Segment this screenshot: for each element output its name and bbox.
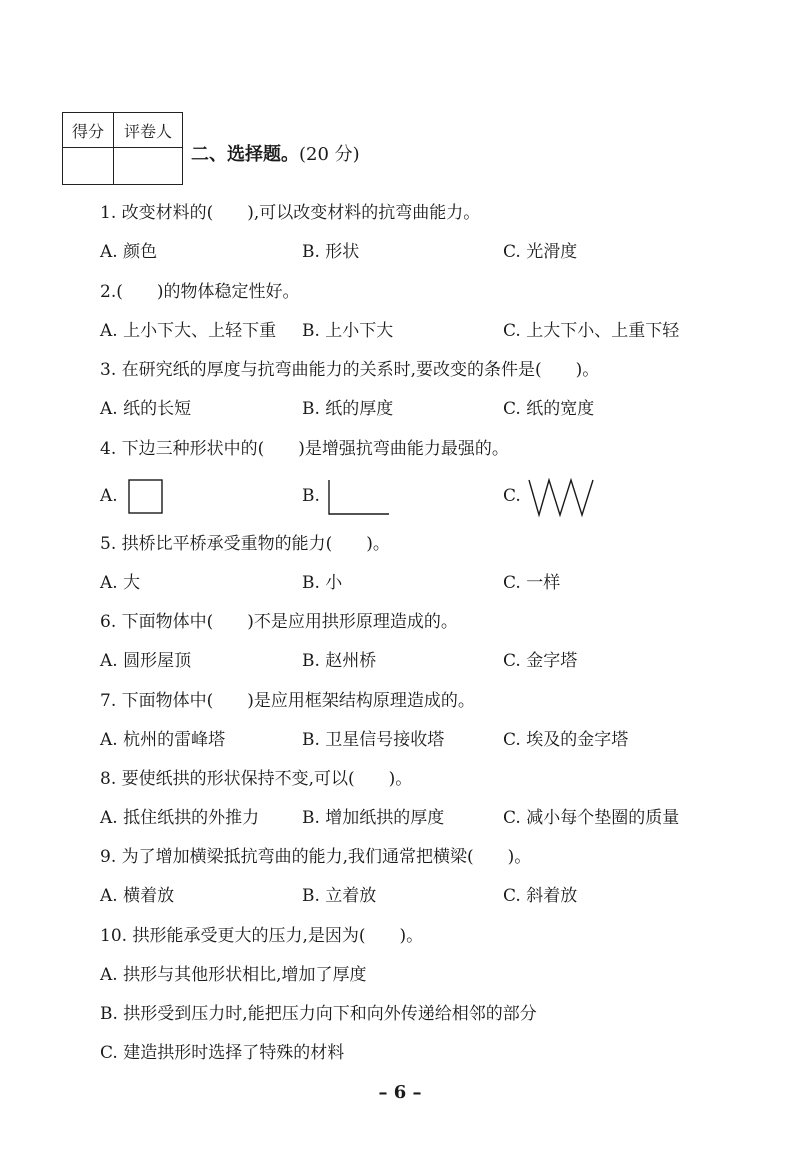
q9-option-b[interactable]: B. 立着放 xyxy=(302,886,377,906)
question-8: 8. 要使纸拱的形状保持不变,可以( )。 xyxy=(100,769,413,789)
q7-option-c[interactable]: C. 埃及的金字塔 xyxy=(503,730,629,750)
page-number: – 6 – xyxy=(378,1082,422,1103)
q2-option-b[interactable]: B. 上小下大 xyxy=(302,321,394,341)
score-cell[interactable] xyxy=(63,148,114,185)
q7-option-b[interactable]: B. 卫星信号接收塔 xyxy=(302,730,445,750)
q9-option-c[interactable]: C. 斜着放 xyxy=(503,886,578,906)
q1-option-b[interactable]: B. 形状 xyxy=(302,242,360,262)
question-2: 2.( )的物体稳定性好。 xyxy=(100,282,300,302)
q6-option-b[interactable]: B. 赵州桥 xyxy=(302,651,377,671)
q5-option-b[interactable]: B. 小 xyxy=(302,573,343,593)
q6-option-a[interactable]: A. 圆形屋顶 xyxy=(100,651,192,671)
question-3: 3. 在研究纸的厚度与抗弯曲能力的关系时,要改变的条件是( )。 xyxy=(100,360,600,380)
question-10: 10. 拱形能承受更大的压力,是因为( )。 xyxy=(100,926,424,946)
grader-header: 评卷人 xyxy=(114,113,183,148)
question-1: 1. 改变材料的( ),可以改变材料的抗弯曲能力。 xyxy=(100,203,481,223)
question-6: 6. 下面物体中( )不是应用拱形原理造成的。 xyxy=(100,612,458,632)
q3-option-a[interactable]: A. 纸的长短 xyxy=(100,399,192,419)
question-5: 5. 拱桥比平桥承受重物的能力( )。 xyxy=(100,534,390,554)
q5-option-c[interactable]: C. 一样 xyxy=(503,573,561,593)
q10-option-a[interactable]: A. 拱形与其他形状相比,增加了厚度 xyxy=(100,965,367,985)
q10-option-c[interactable]: C. 建造拱形时选择了特殊的材料 xyxy=(100,1043,345,1063)
q3-option-c[interactable]: C. 纸的宽度 xyxy=(503,399,595,419)
q4-option-c[interactable]: C. xyxy=(503,486,521,506)
question-4: 4. 下边三种形状中的( )是增强抗弯曲能力最强的。 xyxy=(100,439,509,459)
section-title-text: 二、选择题。 xyxy=(191,144,299,165)
q4-option-a[interactable]: A. xyxy=(100,486,118,506)
q8-option-c[interactable]: C. 减小每个垫圈的质量 xyxy=(503,808,680,828)
square-shape xyxy=(128,479,164,515)
section-points: (20 分) xyxy=(299,144,360,165)
q3-option-b[interactable]: B. 纸的厚度 xyxy=(302,399,394,419)
question-7: 7. 下面物体中( )是应用框架结构原理造成的。 xyxy=(100,691,475,711)
zigzag-shape xyxy=(527,478,597,518)
section-title xyxy=(191,140,360,166)
q2-option-a[interactable]: A. 上小下大、上轻下重 xyxy=(100,321,277,341)
score-header: 得分 xyxy=(63,113,114,148)
q6-option-c[interactable]: C. 金字塔 xyxy=(503,651,578,671)
q1-option-a[interactable]: A. 颜色 xyxy=(100,242,158,262)
q7-option-a[interactable]: A. 杭州的雷峰塔 xyxy=(100,730,226,750)
q2-option-c[interactable]: C. 上大下小、上重下轻 xyxy=(503,321,680,341)
q1-option-c[interactable]: C. 光滑度 xyxy=(503,242,578,262)
q10-option-b[interactable]: B. 拱形受到压力时,能把压力向下和向外传递给相邻的部分 xyxy=(100,1004,537,1024)
l-shape xyxy=(327,479,391,517)
score-table xyxy=(62,112,183,185)
q8-option-b[interactable]: B. 增加纸拱的厚度 xyxy=(302,808,445,828)
q8-option-a[interactable]: A. 抵住纸拱的外推力 xyxy=(100,808,260,828)
q9-option-a[interactable]: A. 横着放 xyxy=(100,886,175,906)
q5-option-a[interactable]: A. 大 xyxy=(100,573,141,593)
question-9: 9. 为了增加横梁抵抗弯曲的能力,我们通常把横梁( )。 xyxy=(100,847,532,867)
q4-option-b[interactable]: B. xyxy=(302,486,320,506)
grader-cell[interactable] xyxy=(114,148,183,185)
